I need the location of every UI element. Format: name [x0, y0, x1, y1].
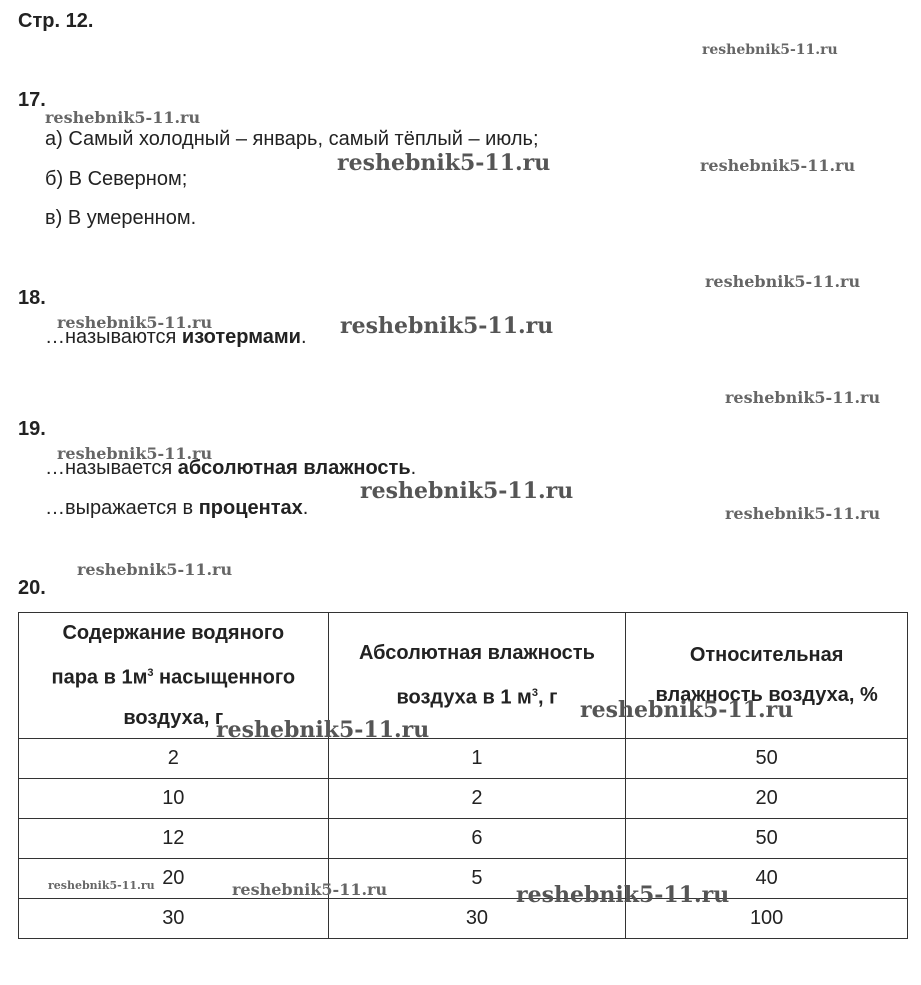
watermark: reshebnik5-11.ru	[700, 156, 856, 175]
header-col2-line2a: воздуха в 1 м	[396, 686, 532, 709]
table-cell: 50	[626, 818, 908, 858]
answer-18-text: …называются	[45, 326, 182, 348]
header-col1-line2b: насыщенного	[153, 666, 296, 689]
answer-17-b: б) В Северном;	[45, 168, 188, 190]
table-row	[19, 898, 908, 938]
table-row	[19, 818, 908, 858]
watermark: reshebnik5-11.ru	[340, 313, 554, 339]
answer-19-line1-text: …называется	[45, 457, 178, 479]
watermark: reshebnik5-11.ru	[725, 388, 881, 407]
header-col2-line2b: , г	[537, 686, 558, 709]
header-col1-line1: Содержание водяного	[62, 622, 285, 644]
watermark: reshebnik5-11.ru	[337, 150, 551, 176]
table-cell: 100	[626, 898, 908, 938]
answer-19-line2	[45, 497, 308, 520]
watermark: reshebnik5-11.ru	[702, 42, 838, 58]
answer-17-a: а) Самый холодный – январь, самый тёплый – июль;	[45, 128, 539, 150]
watermark: reshebnik5-11.ru	[216, 717, 430, 743]
answer-19-line2-period: .	[302, 497, 309, 519]
watermark: reshebnik5-11.ru	[77, 560, 233, 579]
watermark: reshebnik5-11.ru	[45, 108, 201, 127]
table-cell: 30	[328, 898, 626, 938]
table-cell: 1	[328, 738, 626, 778]
answer-19-line2-text: …выражается в	[45, 497, 199, 519]
watermark: reshebnik5-11.ru	[360, 478, 574, 504]
table-cell: 6	[328, 818, 626, 858]
table-cell: 20	[626, 778, 908, 818]
header-col1-sup: 3	[147, 667, 154, 679]
question-20-number: 20.	[18, 577, 46, 599]
answer-18-term: изотермами	[181, 326, 301, 348]
table-cell: 20	[19, 858, 329, 898]
answer-19-line1-term: абсолютная влажность	[177, 457, 411, 479]
page-label: Стр. 12.	[18, 10, 94, 32]
header-col3-line1: Относительная	[689, 644, 844, 667]
watermark: reshebnik5-11.ru	[725, 504, 881, 523]
question-19-number: 19.	[18, 418, 46, 440]
table-cell: 10	[19, 778, 329, 818]
table-cell: 2	[19, 738, 329, 778]
watermark: reshebnik5-11.ru	[516, 882, 730, 908]
header-col2-sup: 3	[531, 687, 538, 699]
watermark: reshebnik5-11.ru	[705, 272, 861, 291]
watermark: reshebnik5-11.ru	[57, 444, 213, 463]
answer-19-line1-period: .	[410, 457, 417, 479]
question-17-number: 17.	[18, 89, 46, 111]
table-row	[19, 778, 908, 818]
header-col2-line1: Абсолютная влажность	[358, 642, 595, 664]
table-cell: 40	[626, 858, 908, 898]
table-cell: 12	[19, 818, 329, 858]
header-col1-line3: воздуха, г	[123, 706, 224, 729]
answer-17-c: в) В умеренном.	[45, 207, 197, 229]
question-18-number: 18.	[18, 287, 46, 309]
answer-19-line2-term: процентах	[198, 497, 303, 519]
answer-18-period: .	[300, 326, 307, 348]
header-col3-line2: влажность воздуха, %	[655, 684, 878, 707]
table-cell: 5	[328, 858, 626, 898]
watermark: reshebnik5-11.ru	[48, 879, 155, 892]
header-col1-line2a: пара в 1м	[51, 666, 148, 689]
watermark: reshebnik5-11.ru	[57, 313, 213, 332]
table-cell: 30	[19, 898, 329, 938]
table-cell: 2	[328, 778, 626, 818]
table-row	[19, 738, 908, 778]
header-col1-line2	[19, 653, 328, 698]
watermark: reshebnik5-11.ru	[580, 697, 794, 723]
watermark: reshebnik5-11.ru	[232, 880, 388, 899]
table-cell: 50	[626, 738, 908, 778]
